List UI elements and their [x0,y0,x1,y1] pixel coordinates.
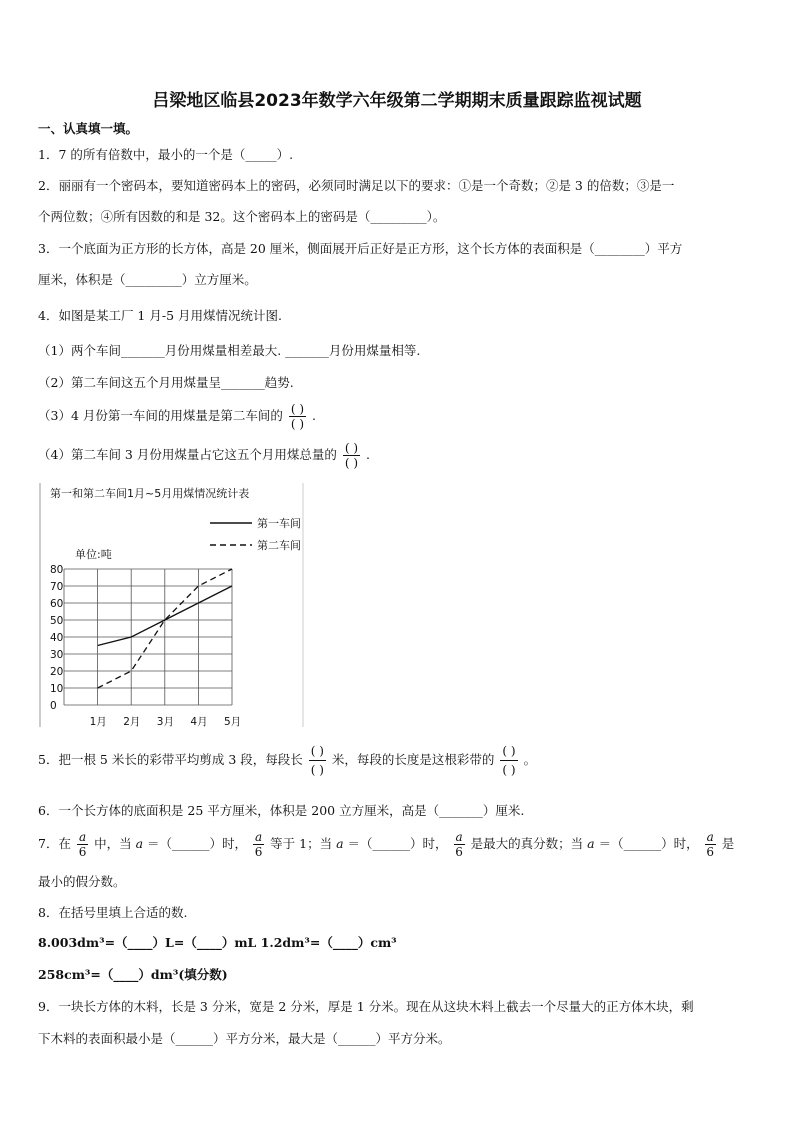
y-tick-label: 80 [50,564,64,576]
unit-label: 单位:吨 [75,548,112,561]
legend-label-1: 第一车间 [257,517,301,530]
fraction-blank: $\frac{( )}{( )}$ [344,441,359,470]
question-2-line-2: 个两位数；④所有因数的和是 32。这个密码本上的密码是（_________）。 [38,209,446,224]
fraction-a-over-6: $\frac{a}{6}$ [254,830,263,859]
question-9-line-1: 9．一块长方体的木料，长是 3 分米，宽是 2 分米，厚是 1 分米。现在从这块木料上截去一个尽量大的正方体木块，剩 [38,999,694,1014]
y-tick-label: 70 [50,581,64,593]
question-3-line-2: 厘米，体积是（_________）立方厘米。 [38,272,257,287]
x-tick-label: 1月 [89,716,107,727]
section-heading: 一、认真填一填。 [38,121,139,136]
question-5: 5．把一根 5 米长的彩带平均剪成 3 段，每段长 $\frac{( )}{( )}$ 米，每段的长度是这根彩带的 $\frac{( )}{( )}$ 。 [38,744,537,777]
question-3-line-1: 3．一个底面为正方形的长方体，高是 20 厘米，侧面展开后正好是正方形，这个长方体的表面积是（________）平方 [38,241,683,256]
y-tick-label: 40 [50,632,64,644]
question-4-part-4: （4）第二车间 3 月份用煤量占它这五个月用煤总量的 $\frac{( )}{( )}$ . [38,441,370,470]
y-tick-label: 10 [50,683,64,695]
fraction-blank: $\frac{( )}{( )}$ [502,744,516,777]
x-tick-label: 5月 [224,716,242,727]
question-2-line-1: 2．丽丽有一个密码本，要知道密码本上的密码，必须同时满足以下的要求：①是一个奇数；②是 3 的倍数；③是一 [38,178,675,193]
question-7-line-1: 7．在 $\frac{a}{6}$ 中，当 a ＝（______）时， $\frac{a}{6}$ 等于 1；当 a ＝（______）时， $\frac{a}{6}$ 是最大的真分数；当 a ＝（______）时， $\frac{a}{6}$ 是 [38,830,735,859]
page-title: 吕梁地区临县2023年数学六年级第二学期期末质量跟踪监视试题 [152,91,642,111]
y-tick-label: 60 [50,598,64,610]
question-7-line-2: 最小的假分数。 [38,874,126,889]
x-tick-label: 3月 [156,716,174,727]
question-4-part-3: （3）4 月份第一车间的用煤量是第二车间的 $\frac{( )}{( )}$ . [38,402,317,431]
chart-title: 第一和第二车间1月~5月用煤情况统计表 [50,487,250,500]
question-8-line-2: 258cm³=（____）dm³(填分数) [38,967,228,982]
question-4: 4．如图是某工厂 1 月-5 月用煤情况统计图. [38,308,282,323]
legend-label-2: 第二车间 [257,539,301,552]
question-8: 8．在括号里填上合适的数. [38,905,188,920]
y-tick-label: 30 [50,649,64,661]
y-tick-label: 20 [50,666,64,678]
q4-3-text: （3）4 月份第一车间的用煤量是第二车间的 [38,408,283,423]
q4-4-text: （4）第二车间 3 月份用煤量占它这五个月用煤总量的 [38,447,337,462]
question-1: 1．7 的所有倍数中，最小的一个是（_____）. [38,147,294,162]
coal-usage-chart [38,483,304,727]
question-4-part-1: （1）两个车间_______月份用煤量相差最大. _______月份用煤量相等. [38,343,421,358]
fraction-blank: $\frac{( )}{( )}$ [310,744,324,777]
line-chart [38,483,304,727]
fraction-blank: $\frac{( )}{( )}$ [290,402,305,431]
fraction-a-over-6: $\frac{a}{6}$ [455,830,463,859]
question-6: 6．一个长方体的底面积是 25 平方厘米，体积是 200 立方厘米，高是（_______）厘米. [38,803,525,818]
x-tick-label: 2月 [123,716,141,727]
x-tick-label: 4月 [190,716,208,727]
question-9-line-2: 下木料的表面积最小是（______）平方分米，最大是（______）平方分米。 [38,1031,451,1046]
fraction-a-over-6: $\frac{a}{6}$ [78,830,87,859]
question-8-line-1: 8.003dm³=（____）L=（____）mL 1.2dm³=（____）cm³ [38,935,397,950]
fraction-a-over-6: $\frac{a}{6}$ [706,830,714,859]
y-tick-label: 0 [50,700,57,712]
question-4-part-2: （2）第二车间这五个月用煤量呈_______趋势. [38,375,294,390]
y-tick-label: 50 [50,615,64,627]
